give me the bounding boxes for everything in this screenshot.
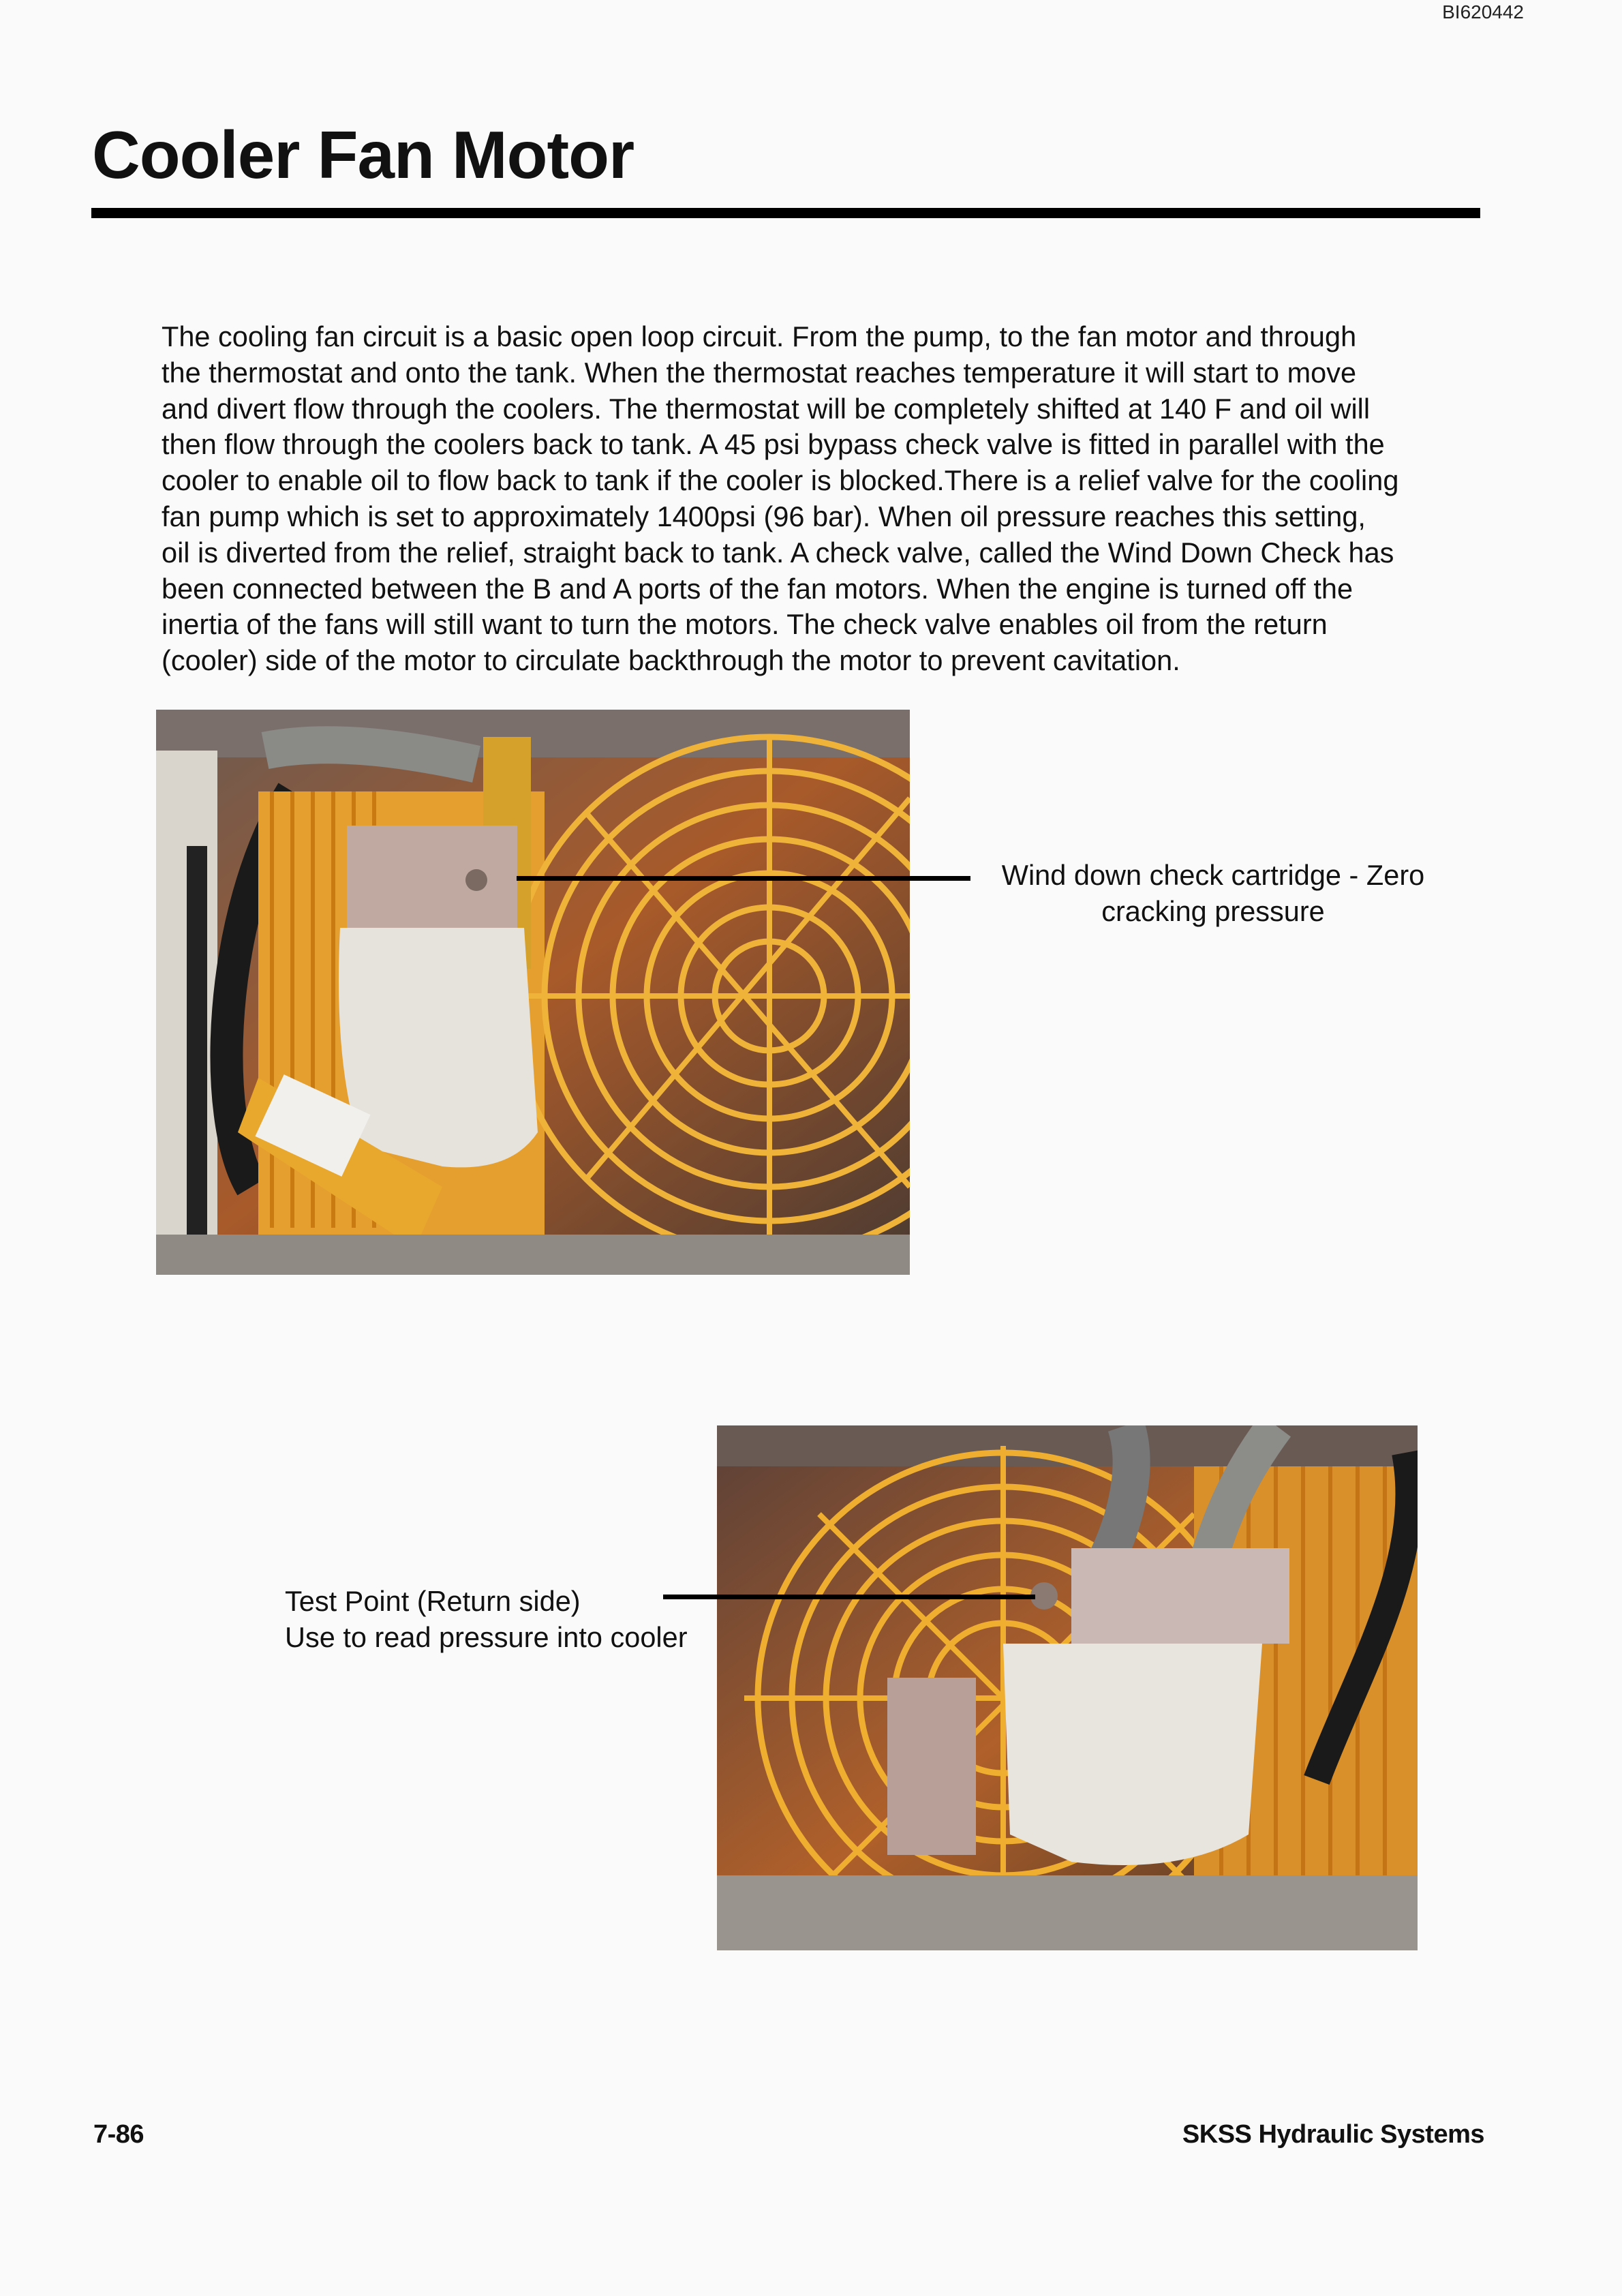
callout-line: Wind down check cartridge - Zero (1001, 859, 1425, 891)
title-rule (91, 208, 1480, 218)
page-number: 7-86 (93, 2120, 144, 2149)
document-id: BI620442 (1442, 1, 1524, 22)
callout-leader-line (517, 876, 970, 881)
wind-down-check-callout (975, 858, 1452, 930)
fan-motor-photo-top (156, 710, 910, 1275)
fan-motor-photo-bottom (717, 1425, 1418, 1950)
footer-section-title: SKSS Hydraulic Systems (1182, 2120, 1484, 2149)
callout-line: Use to read pressure into cooler (285, 1620, 688, 1653)
callout-line: cracking pressure (1101, 894, 1325, 927)
callout-line: Test Point (Return side) (285, 1585, 581, 1617)
body-paragraph: The cooling fan circuit is a basic open loop circuit. From the pump, to the fan motor and through the thermostat and onto the tank. When the thermostat reaches temperature it will start to move and divert flow through the coolers. The thermostat will be completely shifted at 140 F and oil will then flow through the coolers back to tank. A 45 psi bypass check valve is fitted in parallel with the cooler to enable oil to flow back to tank if the cooler is blocked.There is a relief valve for the cooling fan pump which is set to approximately 1400psi (96 bar). When oil pressure reaches this setting, oil is diverted from the relief, straight back to tank. A check valve, called the Wind Down Check has been connected between the B and A ports of the fan motors. When the engine is turned off the inertia of the fans will still want to turn the motors. The check valve enables oil from the return (cooler) side of the motor to circulate backthrough the motor to prevent cavitation. (162, 320, 1399, 677)
test-point-callout (285, 1584, 728, 1656)
page-title: Cooler Fan Motor (92, 117, 634, 192)
